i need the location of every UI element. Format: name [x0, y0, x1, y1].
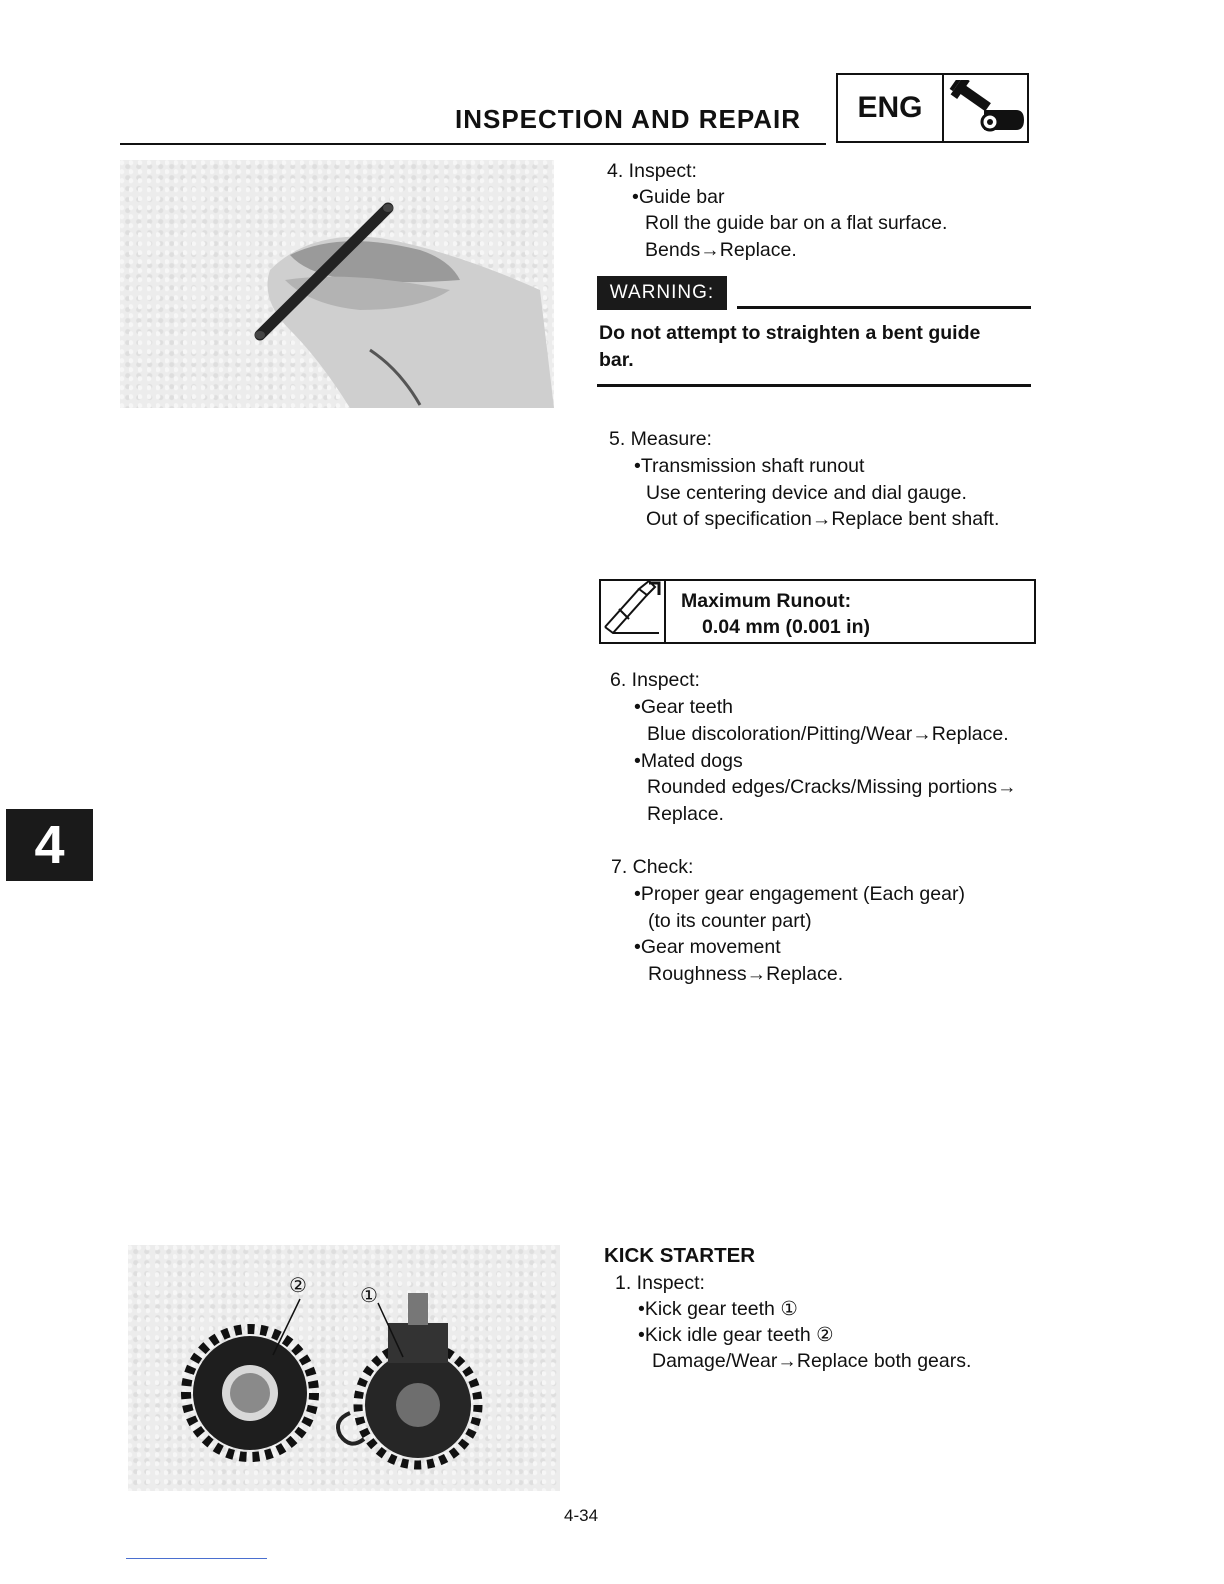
step4-bullet: •Guide bar: [632, 186, 725, 208]
step5-bullet: •Transmission shaft runout: [634, 455, 865, 477]
step6-line2: Rounded edges/Cracks/Missing portions→: [647, 776, 1017, 798]
spec-value: 0.04 mm (0.001 in): [702, 616, 870, 638]
section-badge: [836, 73, 1029, 143]
step4-heading: 4. Inspect:: [607, 160, 697, 182]
warning-line1: Do not attempt to straighten a bent guide: [599, 322, 981, 344]
kick-gears-photo: [128, 1245, 560, 1491]
chapter-tab: 4: [6, 809, 93, 881]
header-rule: [120, 143, 826, 145]
step6-line3: Replace.: [647, 803, 724, 825]
step7-bullet1: •Proper gear engagement (Each gear): [634, 883, 965, 905]
step6-line1: Blue discoloration/Pitting/Wear→Replace.: [647, 723, 1009, 745]
step4-line2: Bends→Replace.: [645, 239, 797, 261]
kick-starter-title: KICK STARTER: [604, 1244, 756, 1267]
warning-bottom-rule: [597, 384, 1031, 387]
footer-rule: [126, 1558, 267, 1559]
warning-line2: bar.: [599, 349, 634, 371]
caliper-icon: [599, 579, 666, 644]
step6-bullet2: •Mated dogs: [634, 750, 743, 772]
callout-idle-gear: ②: [289, 1275, 307, 1297]
step5-line2: Out of specification→Replace bent shaft.: [646, 508, 1000, 530]
wrench-engine-icon: [944, 75, 1027, 141]
step6-bullet1: •Gear teeth: [634, 696, 733, 718]
section-badge-label: ENG: [838, 75, 944, 141]
warning-badge: WARNING:: [597, 276, 727, 310]
step4-line1: Roll the guide bar on a flat surface.: [645, 212, 948, 234]
warning-top-rule: [737, 306, 1031, 309]
step7-bullet2: •Gear movement: [634, 936, 781, 958]
kick-bullet1: •Kick gear teeth ①: [638, 1298, 798, 1320]
step7-heading: 7. Check:: [611, 856, 694, 878]
step5-line1: Use centering device and dial gauge.: [646, 482, 967, 504]
kick-bullet2: •Kick idle gear teeth ②: [638, 1324, 834, 1346]
step6-heading: 6. Inspect:: [610, 669, 700, 691]
step5-heading: 5. Measure:: [609, 428, 712, 450]
guide-bar-photo: [120, 160, 554, 408]
kick-heading: 1. Inspect:: [615, 1272, 705, 1294]
step7-line2: Roughness→Replace.: [648, 963, 844, 985]
page-title: INSPECTION AND REPAIR: [455, 104, 802, 134]
kick-line1: Damage/Wear→Replace both gears.: [652, 1350, 972, 1372]
page-number: 4-34: [564, 1506, 599, 1525]
spec-title: Maximum Runout:: [681, 590, 852, 612]
step7-line1: (to its counter part): [648, 910, 812, 932]
callout-kick-gear: ①: [360, 1285, 378, 1307]
